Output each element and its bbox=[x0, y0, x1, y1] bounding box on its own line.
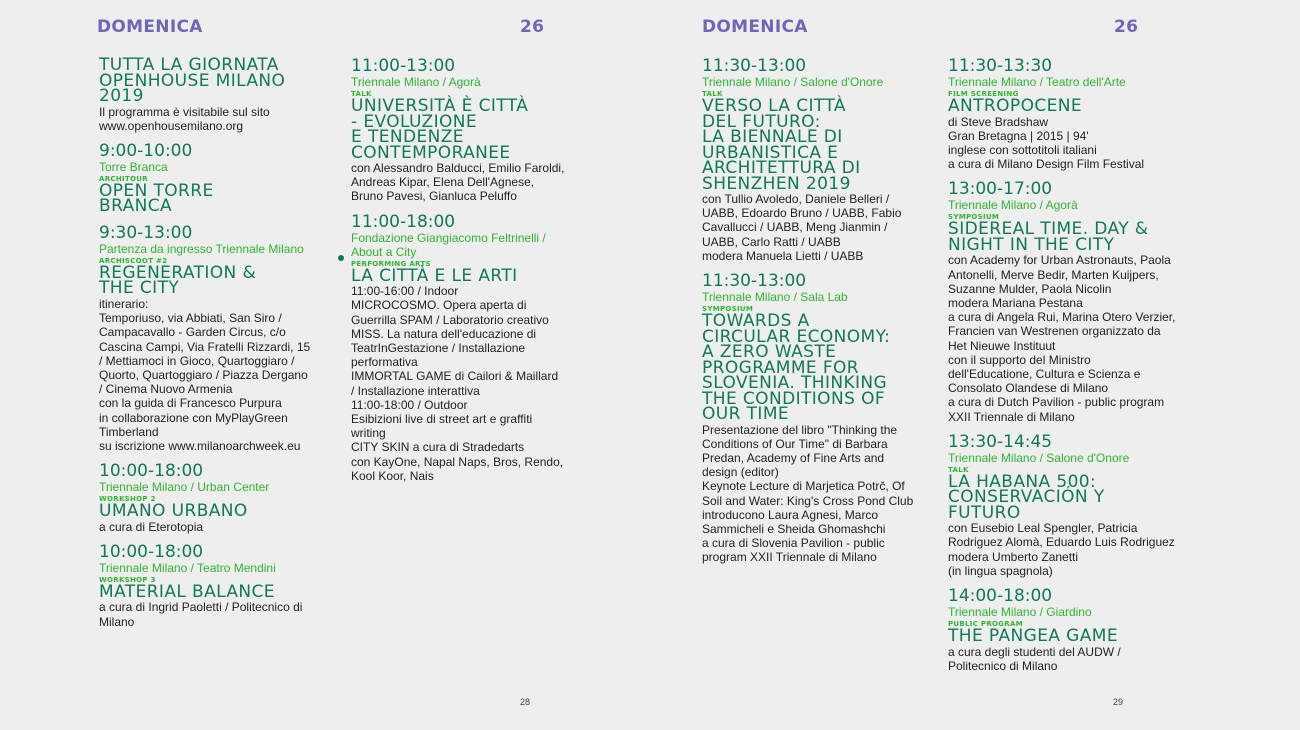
event-description bbox=[99, 297, 334, 453]
event-block bbox=[351, 211, 591, 483]
description-line: Il programma è visitabile sul sito bbox=[99, 104, 270, 119]
event-title: THE CITY bbox=[99, 278, 180, 299]
description-line: Presentazione del libro "Thinking the bbox=[702, 422, 898, 437]
description-line: MISS. La natura dell'educazione di bbox=[351, 326, 537, 341]
description-line: introducono Laura Agnesi, Marco bbox=[702, 507, 879, 522]
event-title: OPENHOUSE MILANO bbox=[99, 70, 286, 91]
description-line: program XXII Triennale di Milano bbox=[702, 550, 877, 565]
event-location: Triennale Milano / Salone d'Onore bbox=[702, 75, 884, 89]
right-column-1 bbox=[702, 58, 934, 575]
event-time: 9:00-10:00 bbox=[99, 140, 193, 161]
description-line: writing bbox=[351, 426, 386, 441]
description-line: Suzanne Mulder, Paola Nicolin bbox=[948, 281, 1112, 296]
event-category: TALK bbox=[948, 465, 969, 474]
event-description bbox=[99, 600, 334, 628]
description-line: a cura di Ingrid Paoletti / Politecnico di bbox=[99, 600, 303, 615]
description-line: di Steve Bradshaw bbox=[948, 114, 1049, 129]
description-line: a cura di Slovenia Pavilion - public bbox=[702, 536, 885, 551]
description-line: performativa bbox=[351, 355, 418, 370]
description-line: UABB, Carlo Ratti / UABB bbox=[702, 234, 841, 249]
right-page-date: 26 bbox=[1114, 17, 1139, 37]
event-title: E TENDENZE bbox=[351, 127, 464, 147]
event-time: 13:30-14:45 bbox=[948, 431, 1053, 452]
description-line: con KayOne, Napal Naps, Bros, Rendo, bbox=[351, 454, 564, 469]
event-time: 13:00-17:00 bbox=[948, 179, 1053, 200]
event-title: 2019 bbox=[99, 86, 144, 106]
description-line: design (editor) bbox=[702, 465, 779, 480]
description-line: con il supporto del Ministro bbox=[948, 352, 1091, 367]
event-category: PUBLIC PROGRAM bbox=[948, 620, 1023, 629]
description-line: Milano bbox=[99, 614, 135, 629]
description-line: modera Mariana Pestana bbox=[948, 295, 1083, 310]
description-line: TeatrInGestazione / Installazione bbox=[351, 340, 526, 355]
event-title: VERSO LA CITTÀ bbox=[702, 96, 846, 116]
event-title: OUR TIME bbox=[702, 404, 790, 425]
description-line: Sammicheli e Sheida Ghomashchi bbox=[702, 521, 886, 536]
event-title: REGENERATION & bbox=[99, 262, 257, 283]
event-description bbox=[948, 253, 1198, 423]
event-title: MATERIAL BALANCE bbox=[99, 581, 275, 602]
description-line: CITY SKIN a cura di Stradedarts bbox=[351, 440, 525, 455]
event-time: 9:30-13:00 bbox=[99, 222, 193, 243]
event-title: LA HABANA 500: bbox=[948, 471, 1097, 492]
description-line: / Cinema Nuovo Armenia bbox=[99, 382, 233, 397]
description-line: Guerrilla SPAM / Laboratorio creativo bbox=[351, 312, 549, 327]
event-description bbox=[351, 161, 591, 204]
event-time: 11:30-13:00 bbox=[702, 271, 807, 292]
event-category: PERFORMING ARTS bbox=[351, 259, 431, 268]
description-line: Politecnico di Milano bbox=[948, 658, 1058, 673]
description-line: a cura degli studenti del AUDW / bbox=[948, 644, 1121, 659]
event-location: Triennale Milano / Teatro dell'Arte bbox=[948, 75, 1126, 89]
description-line: su iscrizione www.milanoarchweek.eu bbox=[99, 438, 301, 453]
event-title: UNIVERSITÀ È CITTÀ bbox=[351, 96, 529, 116]
description-line: in collaborazione con MyPlayGreen bbox=[99, 410, 288, 425]
description-line: con Eusebio Leal Spengler, Patricia bbox=[948, 521, 1138, 536]
event-location: Triennale Milano / Giardino bbox=[948, 605, 1092, 620]
event-description bbox=[948, 115, 1198, 172]
event-title: URBANISTICA E bbox=[702, 142, 839, 163]
description-line: UABB, Edoardo Bruno / UABB, Fabio bbox=[702, 206, 902, 221]
description-line: Andreas Kipar, Elena Dell'Agnese, bbox=[351, 175, 535, 190]
event-location: Torre Branca bbox=[99, 159, 168, 174]
event-block bbox=[99, 541, 334, 629]
event-location: Triennale Milano / Urban Center bbox=[99, 480, 270, 495]
description-line: Esibizioni live di street art e graffiti bbox=[351, 411, 533, 426]
description-line: modera Manuela Lietti / UABB bbox=[702, 248, 864, 263]
description-line: dell'Educatione, Cultura e Scienza e bbox=[948, 366, 1141, 381]
description-line: con Tullio Avoledo, Daniele Belleri / bbox=[702, 192, 890, 206]
description-line: Timberland bbox=[99, 424, 159, 439]
event-title: SLOVENIA. THINKING bbox=[702, 373, 888, 394]
event-title: SHENZHEN 2019 bbox=[702, 173, 851, 194]
event-location: Triennale Milano / Teatro Mendini bbox=[99, 560, 276, 575]
description-line: Antonelli, Merve Bedir, Marten Kuijpers, bbox=[948, 267, 1159, 282]
event-title: SIDEREAL TIME. DAY & bbox=[948, 219, 1149, 240]
description-line: Predan, Academy of Fine Arts and bbox=[702, 450, 885, 465]
event-block bbox=[99, 222, 334, 453]
event-block bbox=[948, 431, 1198, 578]
event-title: ARCHITETTURA DI bbox=[702, 158, 861, 178]
event-title: CONSERVACIÓN Y bbox=[948, 487, 1105, 508]
left-page-date: 26 bbox=[520, 17, 545, 37]
description-line: (in lingua spagnola) bbox=[948, 563, 1053, 578]
event-title: PROGRAMME FOR bbox=[702, 357, 860, 378]
description-line: / Mettiamoci in Gioco, Quartoggiaro / bbox=[99, 353, 295, 368]
event-time: 10:00-18:00 bbox=[99, 541, 204, 562]
event-category: WORKSHOP 2 bbox=[99, 495, 156, 504]
event-category: TALK bbox=[351, 90, 372, 98]
right-column-2 bbox=[948, 58, 1198, 683]
event-block bbox=[99, 140, 334, 217]
bullet-marker bbox=[338, 255, 344, 261]
event-block bbox=[99, 463, 334, 534]
event-location: Triennale Milano / Sala Lab bbox=[702, 290, 848, 305]
left-page-day: DOMENICA bbox=[97, 17, 203, 37]
description-line: a cura di Milano Design Film Festival bbox=[948, 157, 1145, 172]
event-description bbox=[99, 105, 334, 133]
event-title: A ZERO WASTE bbox=[702, 342, 837, 363]
event-block bbox=[702, 273, 934, 565]
event-location: Partenza da ingresso Triennale Milano bbox=[99, 241, 304, 256]
event-description bbox=[99, 520, 334, 534]
event-title: CIRCULAR ECONOMY: bbox=[702, 326, 891, 347]
event-location: Fondazione Giangiacomo Feltrinelli / bbox=[351, 230, 546, 245]
description-line: Soil and Water: King's Cross Pond Club bbox=[702, 493, 914, 508]
description-line: a cura di Angela Rui, Marina Otero Verzier, bbox=[948, 310, 1176, 325]
event-title: FUTURO bbox=[948, 502, 1021, 523]
event-time: 11:00-13:00 bbox=[351, 56, 456, 76]
event-category: ARCHITOUR bbox=[99, 174, 148, 183]
event-title: DEL FUTURO: bbox=[702, 111, 821, 132]
description-line: con la guida di Francesco Purpura bbox=[99, 396, 282, 411]
description-line: Gran Bretagna | 2015 | 94' bbox=[948, 128, 1089, 143]
description-line: / Installazione interattiva bbox=[351, 383, 480, 398]
event-location: Triennale Milano / Salone d'Onore bbox=[948, 450, 1130, 465]
event-location: About a City bbox=[351, 244, 417, 259]
event-description bbox=[702, 423, 934, 565]
description-line: Cascina Campi, Via Fratelli Rizzardi, 15 bbox=[99, 339, 311, 354]
event-title: - EVOLUZIONE bbox=[351, 111, 478, 132]
event-block bbox=[948, 181, 1198, 423]
event-time: 14:00-18:00 bbox=[948, 586, 1053, 607]
event-title: CONTEMPORANEE bbox=[351, 142, 511, 163]
event-description bbox=[948, 521, 1198, 578]
description-line: Keynote Lecture di Marjetica Potrč, Of bbox=[702, 479, 905, 494]
event-time: 11:00-18:00 bbox=[351, 211, 456, 232]
description-line: Rodriguez Alomà, Eduardo Luis Rodriguez bbox=[948, 535, 1175, 550]
description-line: a cura di Dutch Pavilion - public program bbox=[948, 395, 1165, 410]
event-time: 10:00-18:00 bbox=[99, 461, 204, 482]
event-block bbox=[702, 58, 934, 263]
left-column-2 bbox=[351, 58, 591, 493]
left-page-number: 28 bbox=[520, 697, 531, 707]
event-title: NIGHT IN THE CITY bbox=[948, 234, 1115, 255]
description-line: IMMORTAL GAME di Cailori & Maillard bbox=[351, 369, 559, 384]
event-block bbox=[948, 588, 1198, 673]
event-location: Triennale Milano / Agorà bbox=[948, 198, 1078, 213]
description-line: con Alessandro Balducci, Emilio Faroldi, bbox=[351, 161, 565, 175]
description-line: Campacavallo - Garden Circus, c/o bbox=[99, 325, 286, 340]
event-time: 11:30-13:00 bbox=[702, 56, 807, 76]
right-page-number: 29 bbox=[1113, 697, 1124, 707]
event-description bbox=[351, 284, 591, 483]
event-title: LA CITTÀ E LE ARTI bbox=[351, 265, 518, 286]
event-title: OPEN TORRE bbox=[99, 180, 214, 201]
event-description bbox=[702, 192, 934, 263]
description-line: Bruno Pavesi, Gianluca Peluffo bbox=[351, 189, 517, 204]
event-block bbox=[351, 58, 591, 204]
event-category: SYMPOSIUM bbox=[702, 305, 754, 314]
description-line: Kool Koor, Nais bbox=[351, 468, 434, 483]
description-line: Francien van Westrenen organizzato da bbox=[948, 324, 1161, 339]
description-line: Consolato Olandese di Milano bbox=[948, 381, 1109, 396]
event-title: BRANCA bbox=[99, 196, 173, 217]
event-category: TALK bbox=[702, 90, 723, 98]
description-line: www.openhousemilano.org bbox=[99, 118, 244, 133]
event-description bbox=[948, 645, 1198, 673]
event-category: FILM SCREENING bbox=[948, 90, 1019, 98]
event-title: THE CONDITIONS OF bbox=[702, 388, 886, 409]
event-title: LA BIENNALE DI bbox=[702, 127, 843, 147]
event-title: UMANO URBANO bbox=[99, 501, 248, 522]
event-block bbox=[948, 58, 1198, 171]
description-line: modera Umberto Zanetti bbox=[948, 549, 1079, 564]
event-category: SYMPOSIUM bbox=[948, 213, 1000, 222]
description-line: XXII Triennale di Milano bbox=[948, 409, 1075, 424]
description-line: Cavallucci / UABB, Meng Jianmin / bbox=[702, 220, 888, 235]
event-location: Triennale Milano / Agorà bbox=[351, 75, 481, 89]
event-title: TOWARDS A bbox=[702, 311, 810, 332]
description-line: a cura di Eterotopia bbox=[99, 519, 204, 534]
left-column-1 bbox=[99, 55, 334, 639]
event-title: THE PANGEA GAME bbox=[948, 626, 1118, 647]
description-line: Het Nieuwe Instituut bbox=[948, 338, 1056, 353]
event-time: 11:30-13:30 bbox=[948, 56, 1053, 76]
description-line: 11:00-18:00 / Outdoor bbox=[351, 397, 468, 412]
description-line: Quorto, Quartoggiaro / Piazza Dergano bbox=[99, 367, 308, 382]
event-category: ARCHISCOOT #2 bbox=[99, 256, 168, 265]
description-line: itinerario: bbox=[99, 296, 149, 311]
event-category: WORKSHOP 3 bbox=[99, 575, 156, 584]
description-line: con Academy for Urban Astronauts, Paola bbox=[948, 253, 1171, 268]
description-line: 11:00-16:00 / Indoor bbox=[351, 284, 459, 299]
description-line: MICROCOSMO. Opera aperta di bbox=[351, 298, 527, 313]
event-block bbox=[99, 55, 334, 133]
event-title: TUTTA LA GIORNATA bbox=[99, 55, 279, 75]
right-page-day: DOMENICA bbox=[702, 17, 808, 37]
description-line: Conditions of Our Time" di Barbara bbox=[702, 436, 888, 451]
description-line: inglese con sottotitoli italiani bbox=[948, 142, 1097, 157]
description-line: Temporiuso, via Abbiati, San Siro / bbox=[99, 311, 282, 326]
event-title: ANTROPOCENE bbox=[948, 96, 1083, 116]
